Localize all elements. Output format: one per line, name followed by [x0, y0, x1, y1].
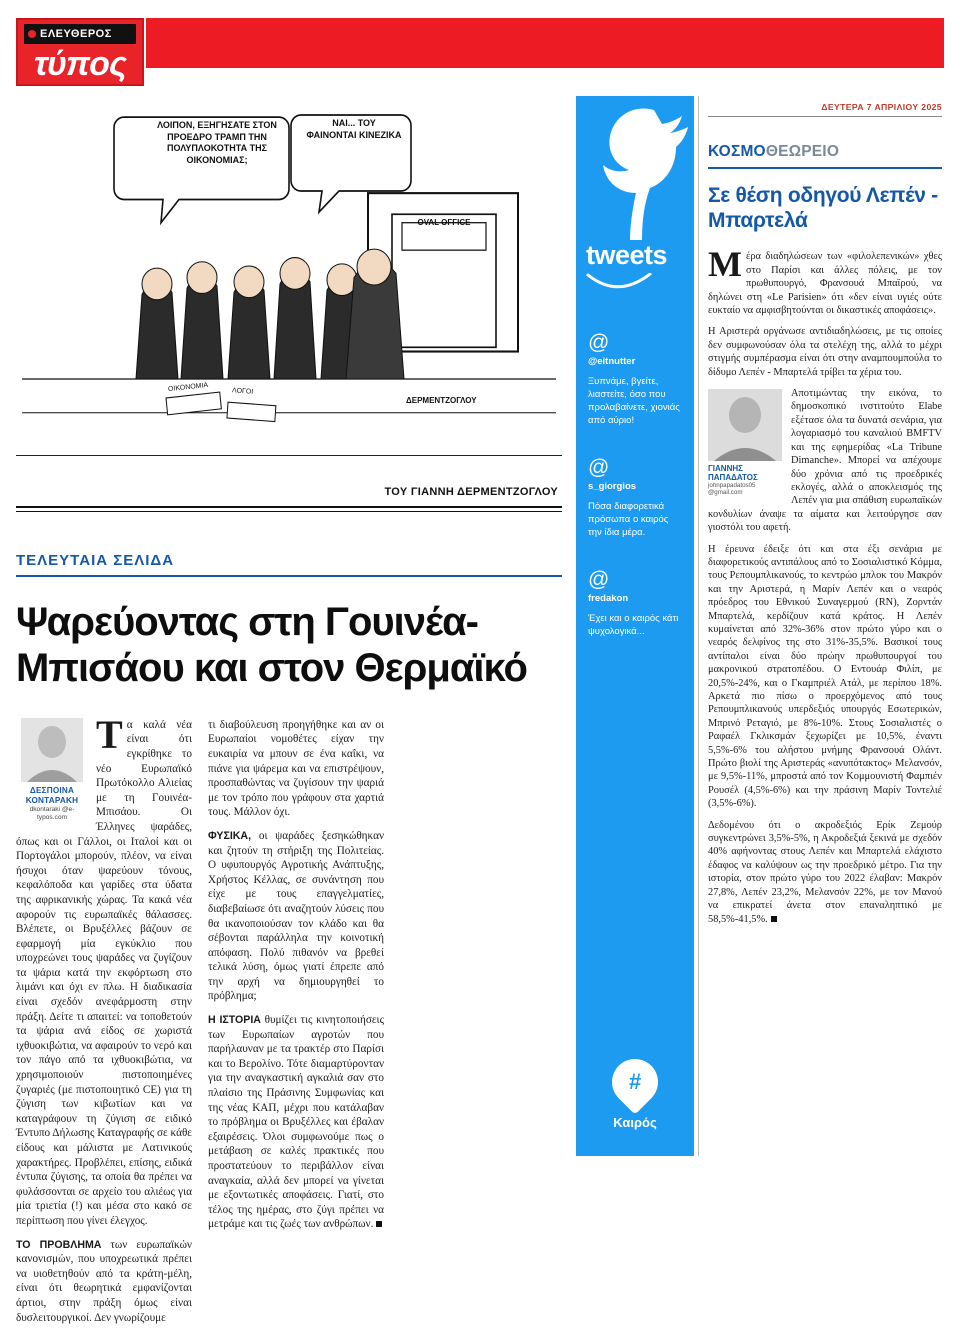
issue-date: ΔΕΥΤΕΡΑ 7 ΑΠΡΙΛΙΟΥ 2025: [821, 102, 942, 112]
author-name: ΔΕΣΠΟΙΝΑ ΚΟΝΤΑΡΑΚΗ: [25, 785, 79, 805]
cartoon-bubble-right: ΝΑΙ... ΤΟΥ ΦΑΙΝΟΝΤΑΙ ΚΙΝΕΖΙΚΑ: [306, 118, 402, 140]
swoosh-svg: [586, 273, 656, 297]
section-kicker: ΤΕΛΕΥΤΑΙΑ ΣΕΛΙΔΑ: [16, 552, 175, 569]
logo-top-text: ΕΛΕΥΘΕΡΟΣ: [40, 28, 112, 40]
tweet-item[interactable]: [576, 457, 694, 539]
paragraph-lead: Η ΙΣΤΟΡΙΑ: [208, 1014, 261, 1027]
article-paragraph-text: α καλά νέα είναι ότι εγκρίθηκε το νέο Ευρωπαϊκό Πρωτόκολλο Αλιείας με τη Γουινέα-Μπισάου. Οι Έλληνες ψαράδες, όπως και οι Γάλλοι, οι Ιταλοί και οι Πορτογάλοι μπορούν, πλέον, να είναι ήσυχοι όταν ψαρεύουν τόνους, κεφαλόποδα και γαρίδες στα ύδατα της αφρικανικής χώρας. Τα κακά νέα αφορούν τις ευρωπαϊκές θάλασσες. Βλέπετε, οι Βρυξέλλες βάζουν σε εφαρμογή μία εγκύκλιο που υποχρεώνει τους ψαράδες να ζυγίζουν τα ψάρια κατά την εκφόρτωση στο λιμάνι και όχι εν πλω. Η διαδικασία είναι σχεδόν ανεφάρμοστη στην πράξη. Δείτε τι απαιτεί: να τοποθετούν τα ψάρια ανά είδος σε χωριστά ιχθυοκιβώτια, να αφαιρούν το νερό και τον πάγο από τα ιχθυοκιβώτια, να χρησιμοποιούν πιστοποιημένες ζυγαριές (με πιστοποιητικό CE) για τη ζύγιση των κιβωτίων και να καταγράφουν τη ζύγιση σε ειδικό Έντυπο Δήλωσης Καταγραφής σε κάθε είδους και μάλιστα με Λατινικούς χαρακτήρες. Προβλέπει, επίσης, ειδικά έντυπα ζύγισης, τα οποία θα πρέπει να φυλάσσονται σε αρχείο του αλιέως για μία τριετία (!) και μέσα στο κακό σε περίπτωση που γίνει έλεγχος.: [16, 718, 193, 1227]
opinion-section-title: [708, 143, 942, 161]
article-paragraph-text: των ευρωπαϊκών κανονισμών, που υποχρεωτικά πρέπει να υιοθετηθούν από τα κράτη-μέλη, είναι ότι θεωρητικά εμφανίζονται άρτιοι, στην πράξη όμως είναι δυσλειτουργικοί. Δεν γνωρίζουμε: [16, 1238, 192, 1324]
at-icon: @: [588, 456, 610, 479]
cartoon-floor-label-2: ΛΟΓΟΙ: [231, 387, 254, 396]
editorial-cartoon: [16, 96, 562, 456]
bird-svg: [576, 96, 694, 246]
hashtag-glyph: #: [628, 1069, 642, 1094]
tweet-handle[interactable]: fredakon: [588, 593, 629, 604]
tweets-footer-label: Καιρός: [613, 1115, 657, 1130]
article-paragraph: [208, 1013, 384, 1232]
opinion-paragraph: [708, 387, 942, 534]
tweet-text: Έχει και ο καιρός κάτι ψυχολογικά...: [588, 613, 679, 637]
author-portrait: [21, 718, 83, 782]
cartoon-door-label: OVAL OFFICE: [417, 218, 471, 227]
opinion-byline: [708, 389, 784, 497]
opinion-author-portrait: [708, 389, 782, 461]
tweet-item[interactable]: [576, 569, 694, 638]
tweets-swoosh-icon: [576, 273, 694, 302]
article-column-1: [16, 711, 193, 1334]
opinion-paragraph: [708, 819, 942, 926]
tweets-title: tweets: [586, 240, 668, 270]
cartoon-credit: ΤΟΥ ΓΙΑΝΝΗ ΔΕΡΜΕΝΤΖΟΓΛΟΥ: [384, 486, 558, 498]
masthead: [16, 18, 944, 90]
publication-logo: [16, 18, 144, 86]
article-columns: [16, 711, 562, 1334]
page-title: Ψαρεύοντας στη Γουινέα-Μπισάου και στον Θερμαϊκό: [16, 600, 527, 690]
opinion-paragraph: [708, 244, 942, 317]
dropcap: Τ: [96, 711, 123, 757]
end-mark: [376, 1221, 382, 1227]
opinion-paragraph-text: Αποτιμώντας την εικόνα, το δημοσκοπικό ινστιτούτο Elabe εξέτασε όλα τα δυνατά σενάρια, για λογαριασμό του καναλιού BMFTV και της εφημερίδας «La Tribune Dimanche». Μπορεί να απέχουμε δύο χρόνια από τις προεδρικές εκλογές, αλλά ο αποκλεισμός της Λεπέν για μια σπάθιση ευρωπαϊκών κονδυλίων άναψε τα αίματα και λειτούργησε σαν γιοστόλι του αφετή.: [708, 388, 942, 534]
at-icon: @: [588, 568, 610, 591]
article-paragraph: [16, 1238, 192, 1326]
at-icon: @: [588, 331, 610, 354]
section-title-part-1: ΚΟΣΜΟ: [708, 143, 766, 160]
end-mark: [771, 916, 777, 922]
masthead-red-band: [146, 18, 944, 68]
logo-top-bar: [24, 24, 136, 44]
opinion-headline: Σε θέση οδηγού Λεπέν - Μπαρτελά: [708, 184, 938, 232]
paragraph-lead: ΦΥΣΙΚΑ,: [208, 829, 252, 842]
date-rule: [708, 116, 942, 117]
opinion-paragraph-text: έρα διαδηλώσεων των «φιλολεπενικών» χθες στο Παρίσι και άλλες πόλεις, με τον πρωθυπουργό, Φρανσουά Μπαϊρού, να δηλώνει στη «Le Parisien» ότι «δεν είναι υγιές ούτε ευκταίο να αμφισβητούνται οι δικαστικές αποφάσεις».: [708, 251, 942, 317]
opinion-title-rule: [708, 167, 942, 169]
author-portrait-art: [21, 718, 83, 782]
dropcap: Μ: [708, 244, 742, 285]
opinion-column: [694, 96, 942, 1156]
author-email: dkontaraki @e-typos.com: [29, 805, 75, 821]
logo-dot-icon: [28, 30, 36, 38]
opinion-author-name: ΓΙΑΝΝΗΣ ΠΑΠΑΔΑΤΟΣ: [708, 464, 758, 483]
divider-thick: [16, 506, 562, 508]
cartoon-bubble-left: ΛΟΙΠΟΝ, ΕΞΗΓΗΣΑΤΕ ΣΤΟΝ ΠΡΟΕΔΡΟ ΤΡΑΜΠ ΤΗΝ ΠΟΛΥΠΛΟΚΟΤΗΤΑ ΤΗΣ ΟΙΚΟΝΟΜΙΑΣ;: [157, 120, 277, 165]
tweets-sidebar: [576, 96, 694, 1156]
opinion-portrait-art: [708, 389, 782, 461]
section-title-part-2: ΘΕΩΡΕΙΟ: [765, 143, 840, 160]
twitter-bird-icon: [576, 96, 694, 246]
opinion-paragraph: Η έρευνα έδειξε ότι και στα έξι σενάρια με διαφορετικούς αντιπάλους από το Σοσιαλιστικό Κόμμα, τους Ρεπουμπλικανούς, το κεντρώο μπλοκ του Μακρόν και την Αριστερά, η Μαρίν Λεπέν και ο νεαρός πρόεδρος του Εθνικού Συναγερμού (RN), Ζορντάν Μπαρτελά, κερδίζουν κατά κράτος. Η Λεπέν κυμαίνεται από 32%-36% στον πρώτο γύρο και ο νεαρός δελφίνος της στο 31%-35,5%. Βασικοί τους αντίπαλοι είναι δύο πρώην πρωθυπουργοί του μακρονικού στρατοπέδου. Ο Εντουάρ Φιλίπ, με 20,5%-24%, και ο Γκαμπριέλ Ατάλ, με περίπου 18%. Αρκετά πιο πίσω ο προερχόμενος από τους Ρεπουμπλικανούς υπερδεξιός υπουργός Εσωτερικών, Μπρινό Ρεταγιό, με 8%-10%. Στους Σοσιαλιστές ο Ραφαέλ Γκλικσμάν ξεχωρίζει με 10,5%, έναντι 5,5%-6% του αλήστου μνήμης Φρανσουά Ολάντ. Πρώτο βιολί της Αριστεράς «ανυπότακτος» Μελανσόν, με 9,5%-11%, μπροστά από τον Κομμουνιστή Φαμπιέν Ρουσέλ (4,5%-6%) και την πράσινη Μαρίν Τοντελιέ (3,5%-6%).: [708, 543, 942, 810]
tweet-item[interactable]: [576, 332, 694, 427]
column-rule: [698, 96, 699, 1156]
paragraph-lead: ΤΟ ΠΡΟΒΛΗΜΑ: [16, 1238, 102, 1251]
article-paragraph-text: οι ψαράδες ξεσηκώθηκαν και ζητούν τη στήριξη της Πολιτείας. Ο υφυπουργός Αγροτικής Ανάπτυξης, Χρήστος Κέλλας, σε συνάντηση που είχε με τους επαγγελματίες, διαβεβαίωσε ότι αναζητούν λύσεις που θα ικανοποιούσαν τον κλάδο και θα σέβονται παράλληλα την κοινοτική απόφαση. Πολύ πιθανόν να βρεθεί τελικά λύση, όμως γιατί έπρεπε από την αρχή να δημιουργηθεί το πρόβλημα;: [208, 829, 384, 1003]
article-paragraph-text: θυμίζει τις κινητοποιήσεις των Ευρωπαίων αγροτών που παρήλαυναν με τα τρακτέρ στο Παρίσι και το Βερολίνο. Τότε διαμαρτύρονταν για την αναγκαστική αγκαλιά σαν στο πλαίσιο της Πράσινης Συμφωνίας και της νέας ΚΑΠ, μέχρι που κατάλαβαν το πρόβλημα οι Βρυξέλλες και έβαλαν εξαιρέσεις. Όλοι συμφωνούμε πως ο μετάβαση σε καλές πρακτικές που προστατεύουν το περιβάλλον είναι αναγκαία, αλλά δεν μπορεί να γίνεται με εξοντωτικές αποφάσεις. Γιατί, στο τέλος της ημέρας, στο ζύγι πρέπει να μετράμε και τις ζωές των ανθρώπων.: [208, 1014, 384, 1231]
article-paragraph: [208, 829, 384, 1004]
opinion-author-email: johnpapadatos05 @gmail.com: [708, 482, 756, 497]
tweet-handle[interactable]: @eitnutter: [588, 356, 636, 367]
kicker-rule: [16, 575, 562, 577]
tweet-text: Πόσα διαφορετικά πρόσωπα ο καιρός την ίδια μέρα.: [588, 501, 669, 538]
logo-wordmark: τύπος: [33, 45, 127, 83]
tweets-footer: [576, 1059, 694, 1130]
cartoonist-signature: ΔΕΡΜΕΝΤΖΟΓΛΟΥ: [406, 396, 477, 405]
byline: [16, 718, 88, 822]
opinion-paragraph-text: Δεδομένου ότι ο ακροδεξιός Ερίκ Ζεμούρ συγκεντρώνει 3,5%-5%, η Ακροδεξιά ξεκινά με σχεδόν 40% αφήνοντας στους Λεπέν και Μπαρτελά ελάχιστο έδαφος να καλύψουν ως την προεδρικό μέτρο. Για την ιστορία, στον πρώτο γύρο του 2022 έλαβαν: Μακρόν 27,8%, Λεπέν 23,2%, Μελανσόν 22%, με τον Μανού να επικρατεί άνετα στον επαναληπτικό με 58,5%-41,5%.: [708, 819, 942, 925]
divider-thin: [16, 511, 562, 512]
hashtag-pin-icon[interactable]: [602, 1049, 667, 1114]
article-column-2: [208, 718, 384, 1334]
tweet-text: Ξυπνάμε, βγείτε, λιαστείτε, όσο που προλαβαίνετε, χιονιάς από αύριο!: [588, 376, 680, 426]
opinion-body: [708, 244, 942, 926]
cartoon-floor-label-1: ΟΙΚΟΝΟΜΙΑ: [167, 381, 209, 394]
opinion-paragraph: Η Αριστερά οργάνωσε αντιδιαδηλώσεις, με τις οποίες δεν συμφωνούσαν όλα τα στελέχη της, αλλά το μέχρι στιγμής συμπέρασμα είναι ότι στην αναμπουμπούλα το δίδυμο Λεπέν - Μπαρτελά τρίβει τα χέρια του.: [708, 326, 942, 378]
main-column: [16, 96, 576, 1324]
page-body: [16, 96, 944, 1324]
tweet-handle[interactable]: s_giorgios: [588, 481, 637, 492]
article-paragraph: τι διαβούλευση προηγήθηκε και αν οι Ευρωπαίοι νομοθέτες είχαν την ευκαιρία να μπουν σε ένα καΐκι, να πιάνε για ψάρεμα και να επιστρέψουν, προσπαθώντας να ζυγίσουν την ψαριά με τον τρόπο που γράφουν στα χαρτιά τους. Μάλλον όχι.: [208, 718, 384, 819]
